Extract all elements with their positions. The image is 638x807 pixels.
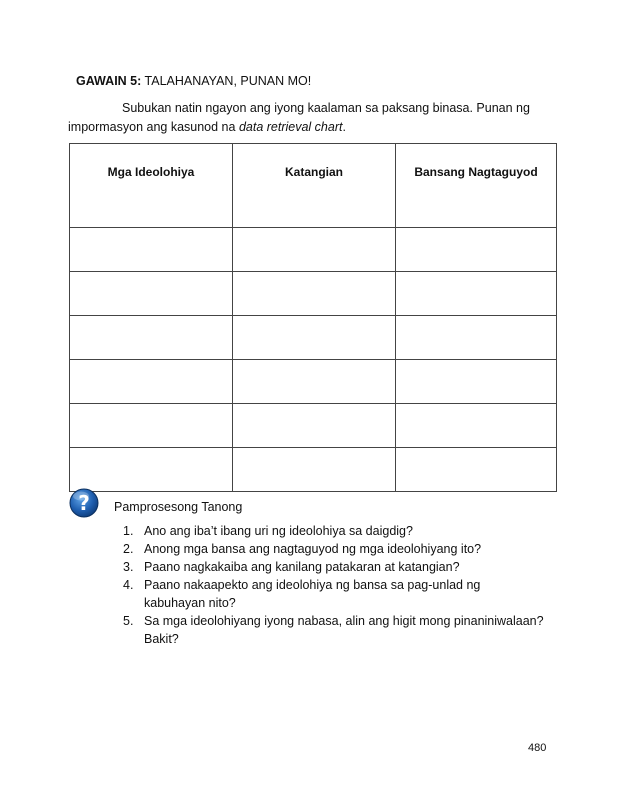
table-cell[interactable] <box>396 404 557 448</box>
instructions-line-2 <box>68 118 558 137</box>
processing-questions-list <box>123 522 563 648</box>
table-cell[interactable] <box>233 404 396 448</box>
table-row <box>70 448 557 492</box>
question-text: Ano ang iba’t ibang uri ng ideolohiya sa daigdig? <box>144 524 413 538</box>
instructions-line-2-prefix: impormasyon ang kasunod na <box>68 120 239 134</box>
page-number: 480 <box>528 742 547 754</box>
question-number: 4. <box>123 578 134 592</box>
table-cell[interactable] <box>233 360 396 404</box>
table-row <box>70 272 557 316</box>
question-text: Anong mga bansa ang nagtaguyod ng mga ideolohiyang ito? <box>144 542 482 556</box>
table-cell[interactable] <box>233 316 396 360</box>
question-number: 5. <box>123 614 134 628</box>
table-row <box>70 404 557 448</box>
instructions-line-2-suffix: . <box>342 120 346 134</box>
svg-text:?: ? <box>78 491 90 515</box>
question-text: Sa mga ideolohiyang iyong nabasa, alin ang higit mong pinaniniwalaan? Bakit? <box>144 614 544 646</box>
table-cell[interactable] <box>70 272 233 316</box>
table-cell[interactable] <box>70 228 233 272</box>
header-bansang-nagtaguyod: Bansang Nagtaguyod <box>396 144 557 228</box>
list-item <box>123 576 484 612</box>
table-cell[interactable] <box>233 272 396 316</box>
table-cell[interactable] <box>396 228 557 272</box>
table-cell[interactable] <box>233 228 396 272</box>
instructions-line-1: Subukan natin ngayon ang iyong kaalaman sa paksang binasa. Punan ng <box>122 101 530 115</box>
question-number: 2. <box>123 542 134 556</box>
activity-heading <box>76 74 311 88</box>
data-retrieval-chart <box>69 143 557 492</box>
question-number: 1. <box>123 524 134 538</box>
header-katangian: Katangian <box>233 144 396 228</box>
question-text: Paano nagkakaiba ang kanilang patakaran at katangian? <box>144 560 460 574</box>
header-mga-ideolohiya: Mga Ideolohiya <box>70 144 233 228</box>
table-cell[interactable] <box>70 360 233 404</box>
table-cell[interactable] <box>233 448 396 492</box>
table-row <box>70 316 557 360</box>
table-cell[interactable] <box>396 316 557 360</box>
data-retrieval-chart-term: data retrieval chart <box>238 120 343 134</box>
table-cell[interactable] <box>396 360 557 404</box>
table-cell[interactable] <box>70 448 233 492</box>
list-item <box>123 612 574 648</box>
table-cell[interactable] <box>396 272 557 316</box>
list-item <box>123 522 563 540</box>
table-cell[interactable] <box>70 316 233 360</box>
activity-title: TALAHANAYAN, PUNAN MO! <box>141 74 312 88</box>
question-mark-icon <box>69 488 99 518</box>
table-header-row <box>70 144 557 228</box>
instructions-paragraph <box>68 99 558 137</box>
table-row <box>70 360 557 404</box>
table-cell[interactable] <box>70 404 233 448</box>
list-item <box>123 540 563 558</box>
question-text: Paano nakaapekto ang ideolohiya ng bansa sa pag-unlad ng kabuhayan nito? <box>144 578 481 610</box>
question-number: 3. <box>123 560 134 574</box>
table-cell[interactable] <box>396 448 557 492</box>
activity-label: GAWAIN 5: <box>76 74 142 88</box>
processing-questions-title: Pamprosesong Tanong <box>114 500 243 514</box>
list-item <box>123 558 563 576</box>
table-row <box>70 228 557 272</box>
